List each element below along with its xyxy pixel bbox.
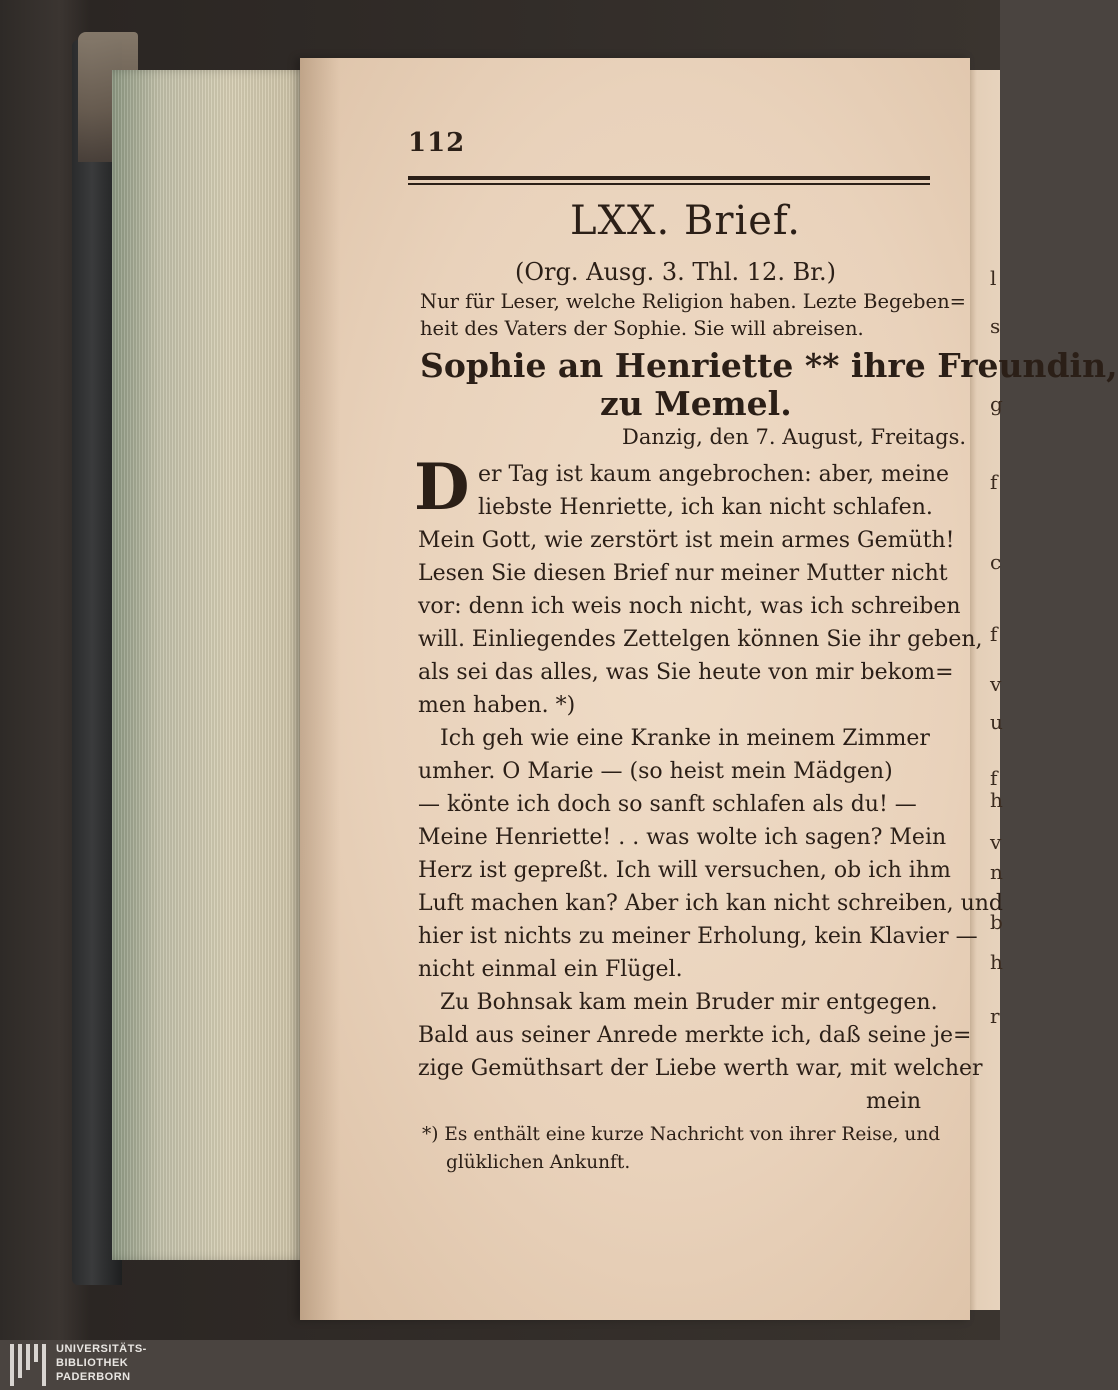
facing-page-fragment: f xyxy=(990,470,998,494)
page-number: 112 xyxy=(408,128,466,158)
library-name-line: UNIVERSITÄTS- xyxy=(56,1343,147,1355)
body-line: umher. O Marie — (so heist mein Mädgen) xyxy=(418,759,893,784)
facing-page-fragment: f xyxy=(990,622,998,646)
page-edges xyxy=(112,70,308,1260)
library-logo-icon xyxy=(10,1344,48,1386)
footnote-line: glüklichen Ankunft. xyxy=(446,1152,631,1173)
body-line: — könte ich doch so sanft schlafen als du! — xyxy=(418,792,917,817)
facing-page-fragment: s xyxy=(990,314,1001,338)
facing-page-fragment: v xyxy=(990,672,1002,696)
facing-page-fragment: l xyxy=(990,266,997,290)
catchword: mein xyxy=(866,1089,922,1114)
facing-page-fragment: b xyxy=(990,910,1003,934)
salutation-line: zu Memel. xyxy=(600,384,792,423)
body-line: er Tag ist kaum angebrochen: aber, meine xyxy=(478,462,950,487)
facing-page-fragment: h xyxy=(990,950,1003,974)
body-line: nicht einmal ein Flügel. xyxy=(418,957,683,982)
body-line: men haben. *) xyxy=(418,693,576,718)
facing-page-fragment: g xyxy=(990,392,1003,416)
book-page xyxy=(300,58,1118,1320)
letter-heading: LXX. Brief. xyxy=(570,198,802,244)
body-line: Lesen Sie diesen Brief nur meiner Mutter nicht xyxy=(418,561,948,586)
facing-page-fragment: v xyxy=(990,830,1002,854)
body-line: zige Gemüthsart der Liebe werth war, mit welcher xyxy=(418,1056,983,1081)
header-rule-thin xyxy=(408,183,930,185)
facing-page-fragment: u xyxy=(990,710,1003,734)
body-line: Mein Gott, wie zerstört ist mein armes Gemüth! xyxy=(418,528,955,553)
header-rule xyxy=(408,176,930,180)
body-line: Meine Henriette! . . was wolte ich sagen? Mein xyxy=(418,825,947,850)
facing-page-fragment: c xyxy=(990,550,1002,574)
body-line: liebste Henriette, ich kan nicht schlafen. xyxy=(478,495,933,520)
facing-page-fragment: n xyxy=(990,860,1003,884)
salutation-line: Sophie an Henriette ** ihre Freundin, xyxy=(420,346,1118,385)
summary-line: Nur für Leser, welche Religion haben. Lezte Begeben= xyxy=(420,290,966,313)
body-line: will. Einliegendes Zettelgen können Sie ihr geben, xyxy=(418,627,983,652)
body-line: Bald aus seiner Anrede merkte ich, daß seine je= xyxy=(418,1023,972,1048)
facing-page-fragment: r xyxy=(990,1004,1000,1028)
body-line: Ich geh wie eine Kranke in meinem Zimmer xyxy=(440,726,930,751)
letter-subheading: (Org. Ausg. 3. Thl. 12. Br.) xyxy=(515,258,837,286)
facing-page-fragment: f xyxy=(990,766,998,790)
body-line: Zu Bohnsak kam mein Bruder mir entgegen. xyxy=(440,990,938,1015)
facing-page-fragment: h xyxy=(990,788,1003,812)
body-line: hier ist nichts zu meiner Erholung, kein Klavier — xyxy=(418,924,978,949)
body-line: Herz ist gepreßt. Ich will versuchen, ob ich ihm xyxy=(418,858,951,883)
body-line: als sei das alles, was Sie heute von mir bekom= xyxy=(418,660,954,685)
gutter-shadow xyxy=(300,58,340,1320)
summary-line: heit des Vaters der Sophie. Sie will abreisen. xyxy=(420,317,864,340)
library-footer xyxy=(0,1340,1000,1390)
body-line: vor: denn ich weis noch nicht, was ich schreiben xyxy=(418,594,961,619)
library-name-line: PADERBORN xyxy=(56,1371,131,1383)
drop-cap: D xyxy=(414,450,470,525)
dateline: Danzig, den 7. August, Freitags. xyxy=(622,425,967,449)
library-name-line: BIBLIOTHEK xyxy=(56,1357,129,1369)
footnote-line: *) Es enthält eine kurze Nachricht von ihrer Reise, und xyxy=(422,1124,941,1145)
body-line: Luft machen kan? Aber ich kan nicht schreiben, und xyxy=(418,891,1003,916)
